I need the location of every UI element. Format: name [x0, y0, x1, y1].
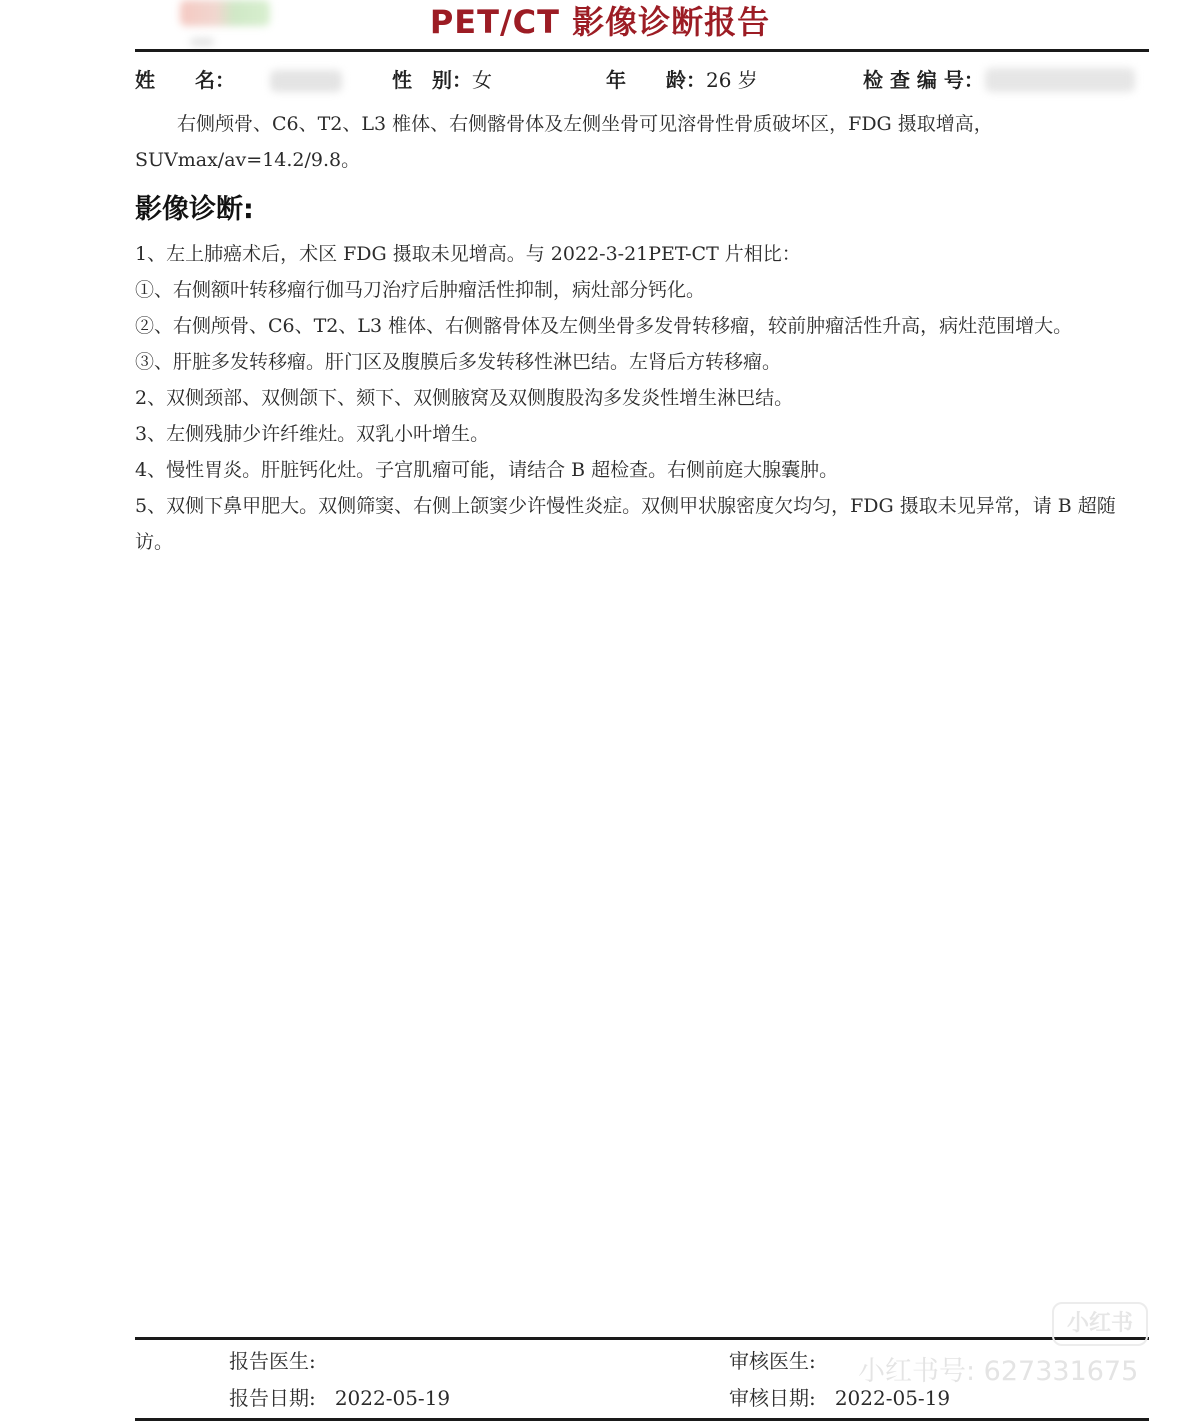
redacted-name [270, 70, 342, 92]
sex-label-text: 性 别： [392, 68, 472, 92]
report-doctor-label: 报告医生: [229, 1349, 316, 1373]
report-doctor [229, 1343, 316, 1379]
watermark-logo: 小红书 [1052, 1302, 1148, 1346]
name-label-text: 姓 名： [135, 68, 235, 92]
age-label-text: 年 龄： [606, 68, 706, 92]
review-date-label: 审核日期: [729, 1386, 816, 1410]
footer-rule-top [135, 1337, 1149, 1340]
diagnosis-heading: 影像诊断: [135, 194, 254, 225]
review-doctor-label: 审核医生: [729, 1349, 816, 1373]
report-date-label: 报告日期: [229, 1386, 316, 1410]
diagnosis-item: 2、双侧颈部、双侧颌下、颏下、双侧腋窝及双侧腹股沟多发炎性增生淋巴结。 [135, 387, 794, 409]
patient-name-label [135, 64, 235, 96]
age-value: 26 岁 [706, 68, 758, 92]
footer-rule-bottom [135, 1418, 1149, 1421]
diagnosis-list [135, 236, 1149, 560]
diagnosis-item: 4、慢性胃炎。肝脏钙化灶。子宫肌瘤可能，请结合 B 超检查。右侧前庭大腺囊肿。 [135, 459, 839, 481]
report-title: PET/CT 影像诊断报告 [429, 3, 771, 41]
exam-id-label-text: 检 查 编 号： [863, 68, 984, 92]
diagnosis-item: ③、肝脏多发转移瘤。肝门区及腹膜后多发转移性淋巴结。左肾后方转移瘤。 [135, 351, 782, 373]
patient-sex [392, 64, 492, 96]
findings-text: 右侧颅骨、C6、T2、L3 椎体、右侧髂骨体及左侧坐骨可见溶骨性骨质破坏区，FDG 摄取增高，SUVmax/av=14.2/9.8。 [135, 113, 993, 171]
diagnosis-item: 5、双侧下鼻甲肥大。双侧筛窦、右侧上颌窦少许慢性炎症。双侧甲状腺密度欠均匀，FDG 摄取未见异常，请 B 超随访。 [135, 495, 1116, 553]
patient-age [606, 64, 758, 96]
review-doctor [729, 1343, 816, 1379]
header-rule [135, 49, 1149, 52]
findings-paragraph [135, 106, 1149, 178]
watermark-id: 小红书号: 627331675 [858, 1356, 1139, 1387]
diagnosis-item: ②、右侧颅骨、C6、T2、L3 椎体、右侧髂骨体及左侧坐骨多发骨转移瘤，较前肿瘤活性升高，病灶范围增大。 [135, 315, 1073, 337]
diagnosis-item: 3、左侧残肺少许纤维灶。双乳小叶增生。 [135, 423, 490, 445]
exam-id [863, 64, 984, 96]
redacted-exam-id [985, 68, 1135, 92]
review-date-value: 2022-05-19 [834, 1386, 951, 1410]
report-date [229, 1380, 450, 1416]
report-date-value: 2022-05-19 [334, 1386, 451, 1410]
diagnosis-item: ①、右侧额叶转移瘤行伽马刀治疗后肿瘤活性抑制，病灶部分钙化。 [135, 279, 706, 301]
diagnosis-item: 1、左上肺癌术后，术区 FDG 摄取未见增高。与 2022-3-21PET-CT 片相比： [135, 243, 801, 265]
sex-value: 女 [472, 68, 492, 92]
